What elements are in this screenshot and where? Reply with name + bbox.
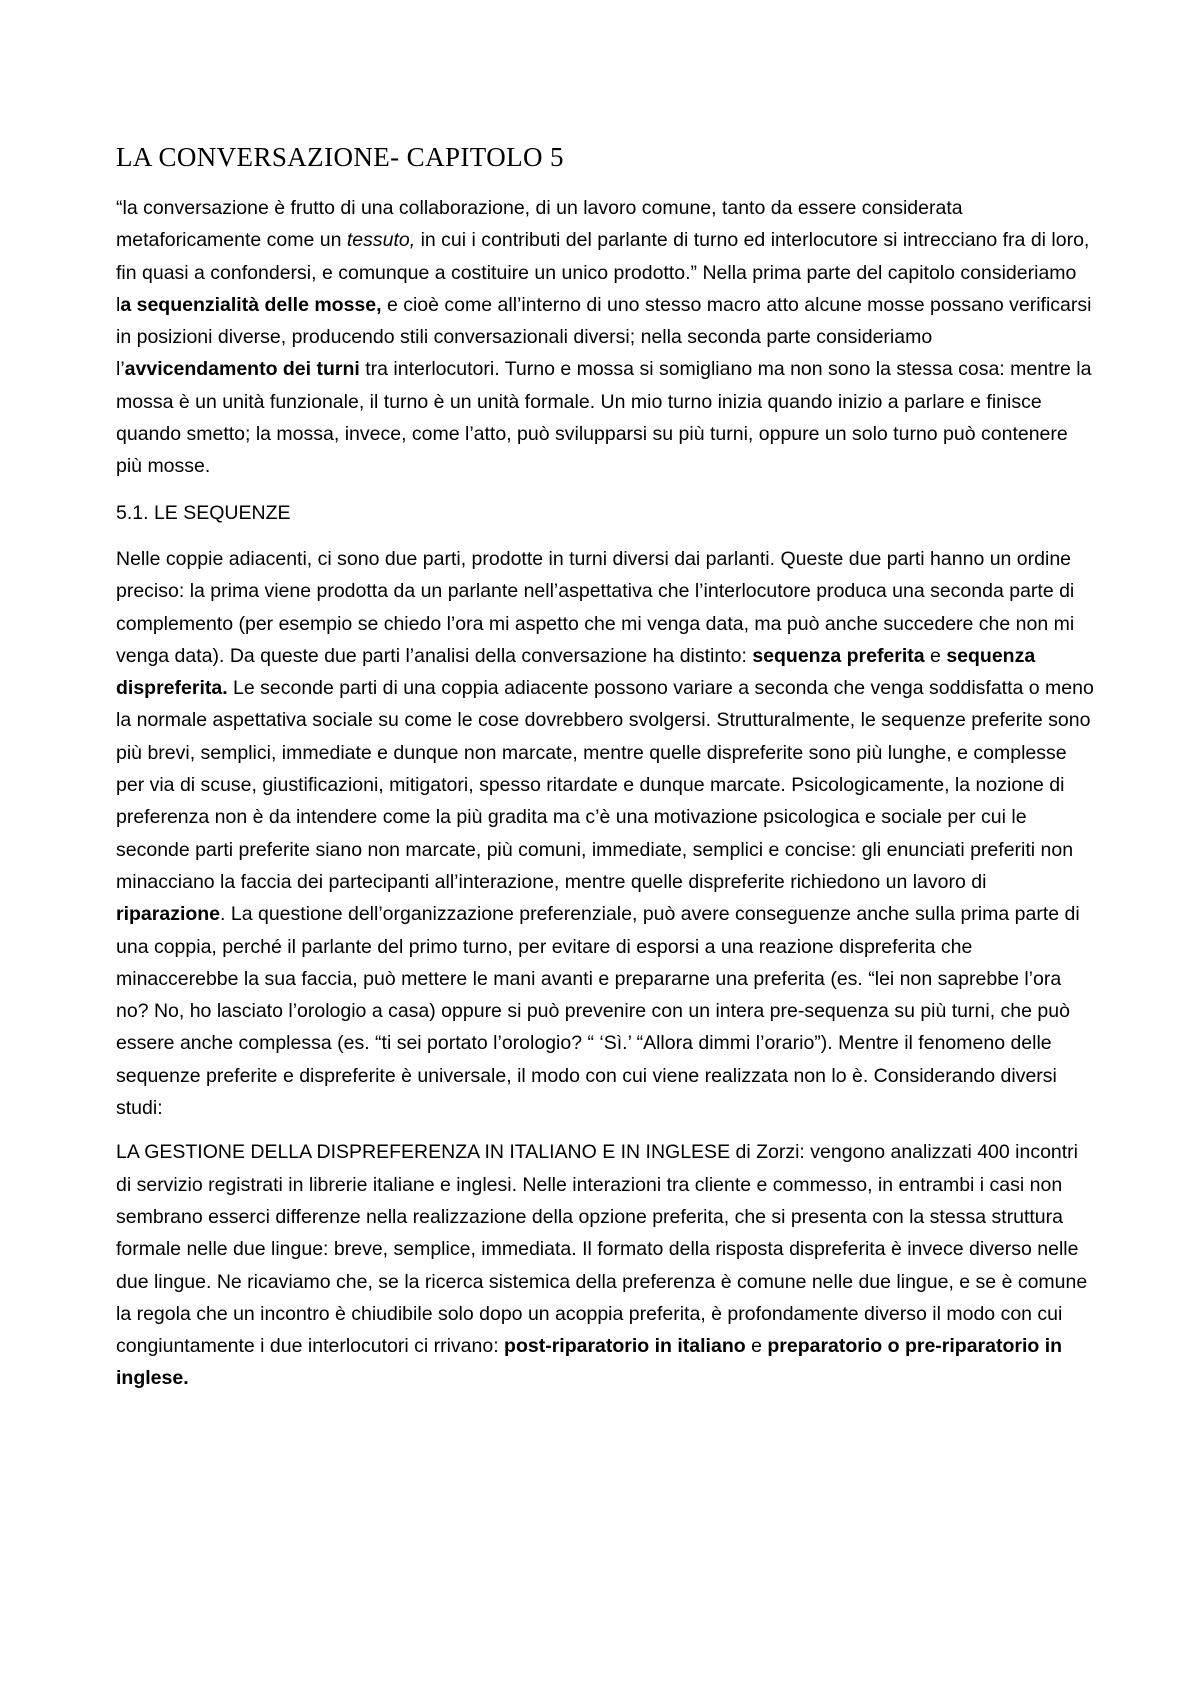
- sequenze-bold-riparazione: riparazione: [116, 903, 221, 926]
- gestione-text-1: LA GESTIONE DELLA DISPREFERENZA IN ITALIANO E IN INGLESE di Zorzi: vengono analizzati 400 incontri di servizio registrati in librerie italiane e inglesi. Nelle interazioni tra cliente e commesso, in entrambi i casi non sembrano esserci differenze nella realizzazione della opzione preferita, che si presenta con la stessa struttura formale nelle due lingue: breve, semplice, immediata. Il formato della risposta dispreferita è invece diverso nelle due lingue. Ne ricaviamo che, se la ricerca sistemica della preferenza è comune nelle due lingue, e se è comune la regola che un incontro è chiudibile solo dopo un acoppia preferita, è profondamente diverso il modo con cui congiuntamente i due interlocutori ci rrivano:: [116, 1141, 1088, 1358]
- intro-bold-sequenzialita: a sequenzialità delle mosse,: [120, 293, 382, 316]
- intro-text-2: in cui i contributi del parlante di turno ed interlocutore si intrecciano fra di loro, fin quasi a confondersi, e comunque a costituire un unico prodotto.” Nella prima parte del capitolo consideriamo l: [116, 229, 1090, 316]
- sequenze-bold-preferita: sequenza preferita: [752, 644, 925, 667]
- sequenze-text-4: . La questione dell’organizzazione preferenziale, può avere conseguenze anche sulla prima parte di una coppia, perché il parlante del primo turno, per evitare di esporsi a una reazione dispreferita che minaccerebbe la sua faccia, può mettere le mani avanti e prepararne una preferita (es. “lei non saprebbe l’ora no? No, ho lasciato l’orologio a casa) oppure si può prevenire con un intera pre-sequenza su più turni, che può essere anche complessa (es. “ti sei portato l’orologio? “ ‘Sì.’ “Allora dimmi l’orario”). Mentre il fenomeno delle sequenze preferite e dispreferite è universale, il modo con cui viene realizzata non lo è. Considerando diversi studi:: [116, 903, 1080, 1120]
- section-heading: 5.1. LE SEQUENZE: [116, 501, 291, 524]
- intro-text-4: tra interlocutori. Turno e mossa si somigliano ma non sono la stessa cosa: mentre la mossa è un unità funzionale, il turno è un unità formale. Un mio turno inizia quando inizio a parlare e finisce quando smetto; la mossa, invece, come l’atto, può svilupparsi su più turni, oppure un solo turno può contenere più mosse.: [116, 358, 1092, 478]
- gestione-bold-post-riparatorio: post-riparatorio in italiano: [504, 1335, 746, 1358]
- sequenze-text-3: Le seconde parti di una coppia adiacente possono variare a seconda che venga soddisfatta o meno la normale aspettativa sociale su come le cose dovrebbero svolgersi. Strutturalmente, le sequenze preferite sono più brevi, semplici, immediate e dunque non marcate, mentre quelle dispreferite sono più lunghe, e complesse per via di scuse, giustificazioni, mitigatori, spesso ritardate e dunque marcate. Psicologicamente, la nozione di preferenza non è da intendere come la più gradita ma c’è una motivazione psicologica e sociale per cui le seconde parti preferite siano non marcate, più comuni, immediate, semplici e concise: gli enunciati preferiti non minacciano la faccia dei partecipanti all’interazione, mentre quelle dispreferite richiedono un lavoro di: [116, 677, 1094, 893]
- intro-text-3: e cioè come all’interno di uno stesso macro atto alcune mosse possano verificarsi in posizioni diverse, producendo stili conversazionali diversi; nella seconda parte consideriamo l’: [116, 293, 1092, 381]
- gestione-text-2: e: [745, 1335, 768, 1358]
- sequenze-bold-dispreferita: sequenza dispreferita.: [116, 644, 1036, 700]
- sequenze-text-2: e: [924, 644, 947, 667]
- document-page: [116, 140, 1096, 1395]
- sequenze-paragraph: [116, 543, 1096, 1124]
- intro-text-1: “la conversazione è frutto di una collaborazione, di un lavoro comune, tanto da essere considerata metaforicamente come un: [116, 197, 963, 252]
- sequenze-text-1: Nelle coppie adiacenti, ci sono due parti, prodotte in turni diversi dai parlanti. Queste due parti hanno un ordine preciso: la prima viene prodotta da un parlante nell’aspettativa che l’interlocutore produca una seconda parte di complemento (per esempio se chiedo l’ora mi aspetto che mi venga data, ma può anche succedere che non mi venga data). Da queste due parti l’analisi della conversazione ha distinto:: [116, 547, 1075, 667]
- document-title: LA CONVERSAZIONE- CAPITOLO 5: [116, 142, 564, 172]
- gestione-paragraph: [116, 1136, 1096, 1394]
- gestione-bold-preparatorio: preparatorio o pre-riparatorio in inglese.: [116, 1335, 1063, 1390]
- intro-bold-avvicendamento: avvicendamento dei turni: [124, 358, 360, 381]
- intro-emphasis-tessuto: tessuto,: [346, 229, 416, 252]
- intro-paragraph: [116, 192, 1096, 483]
